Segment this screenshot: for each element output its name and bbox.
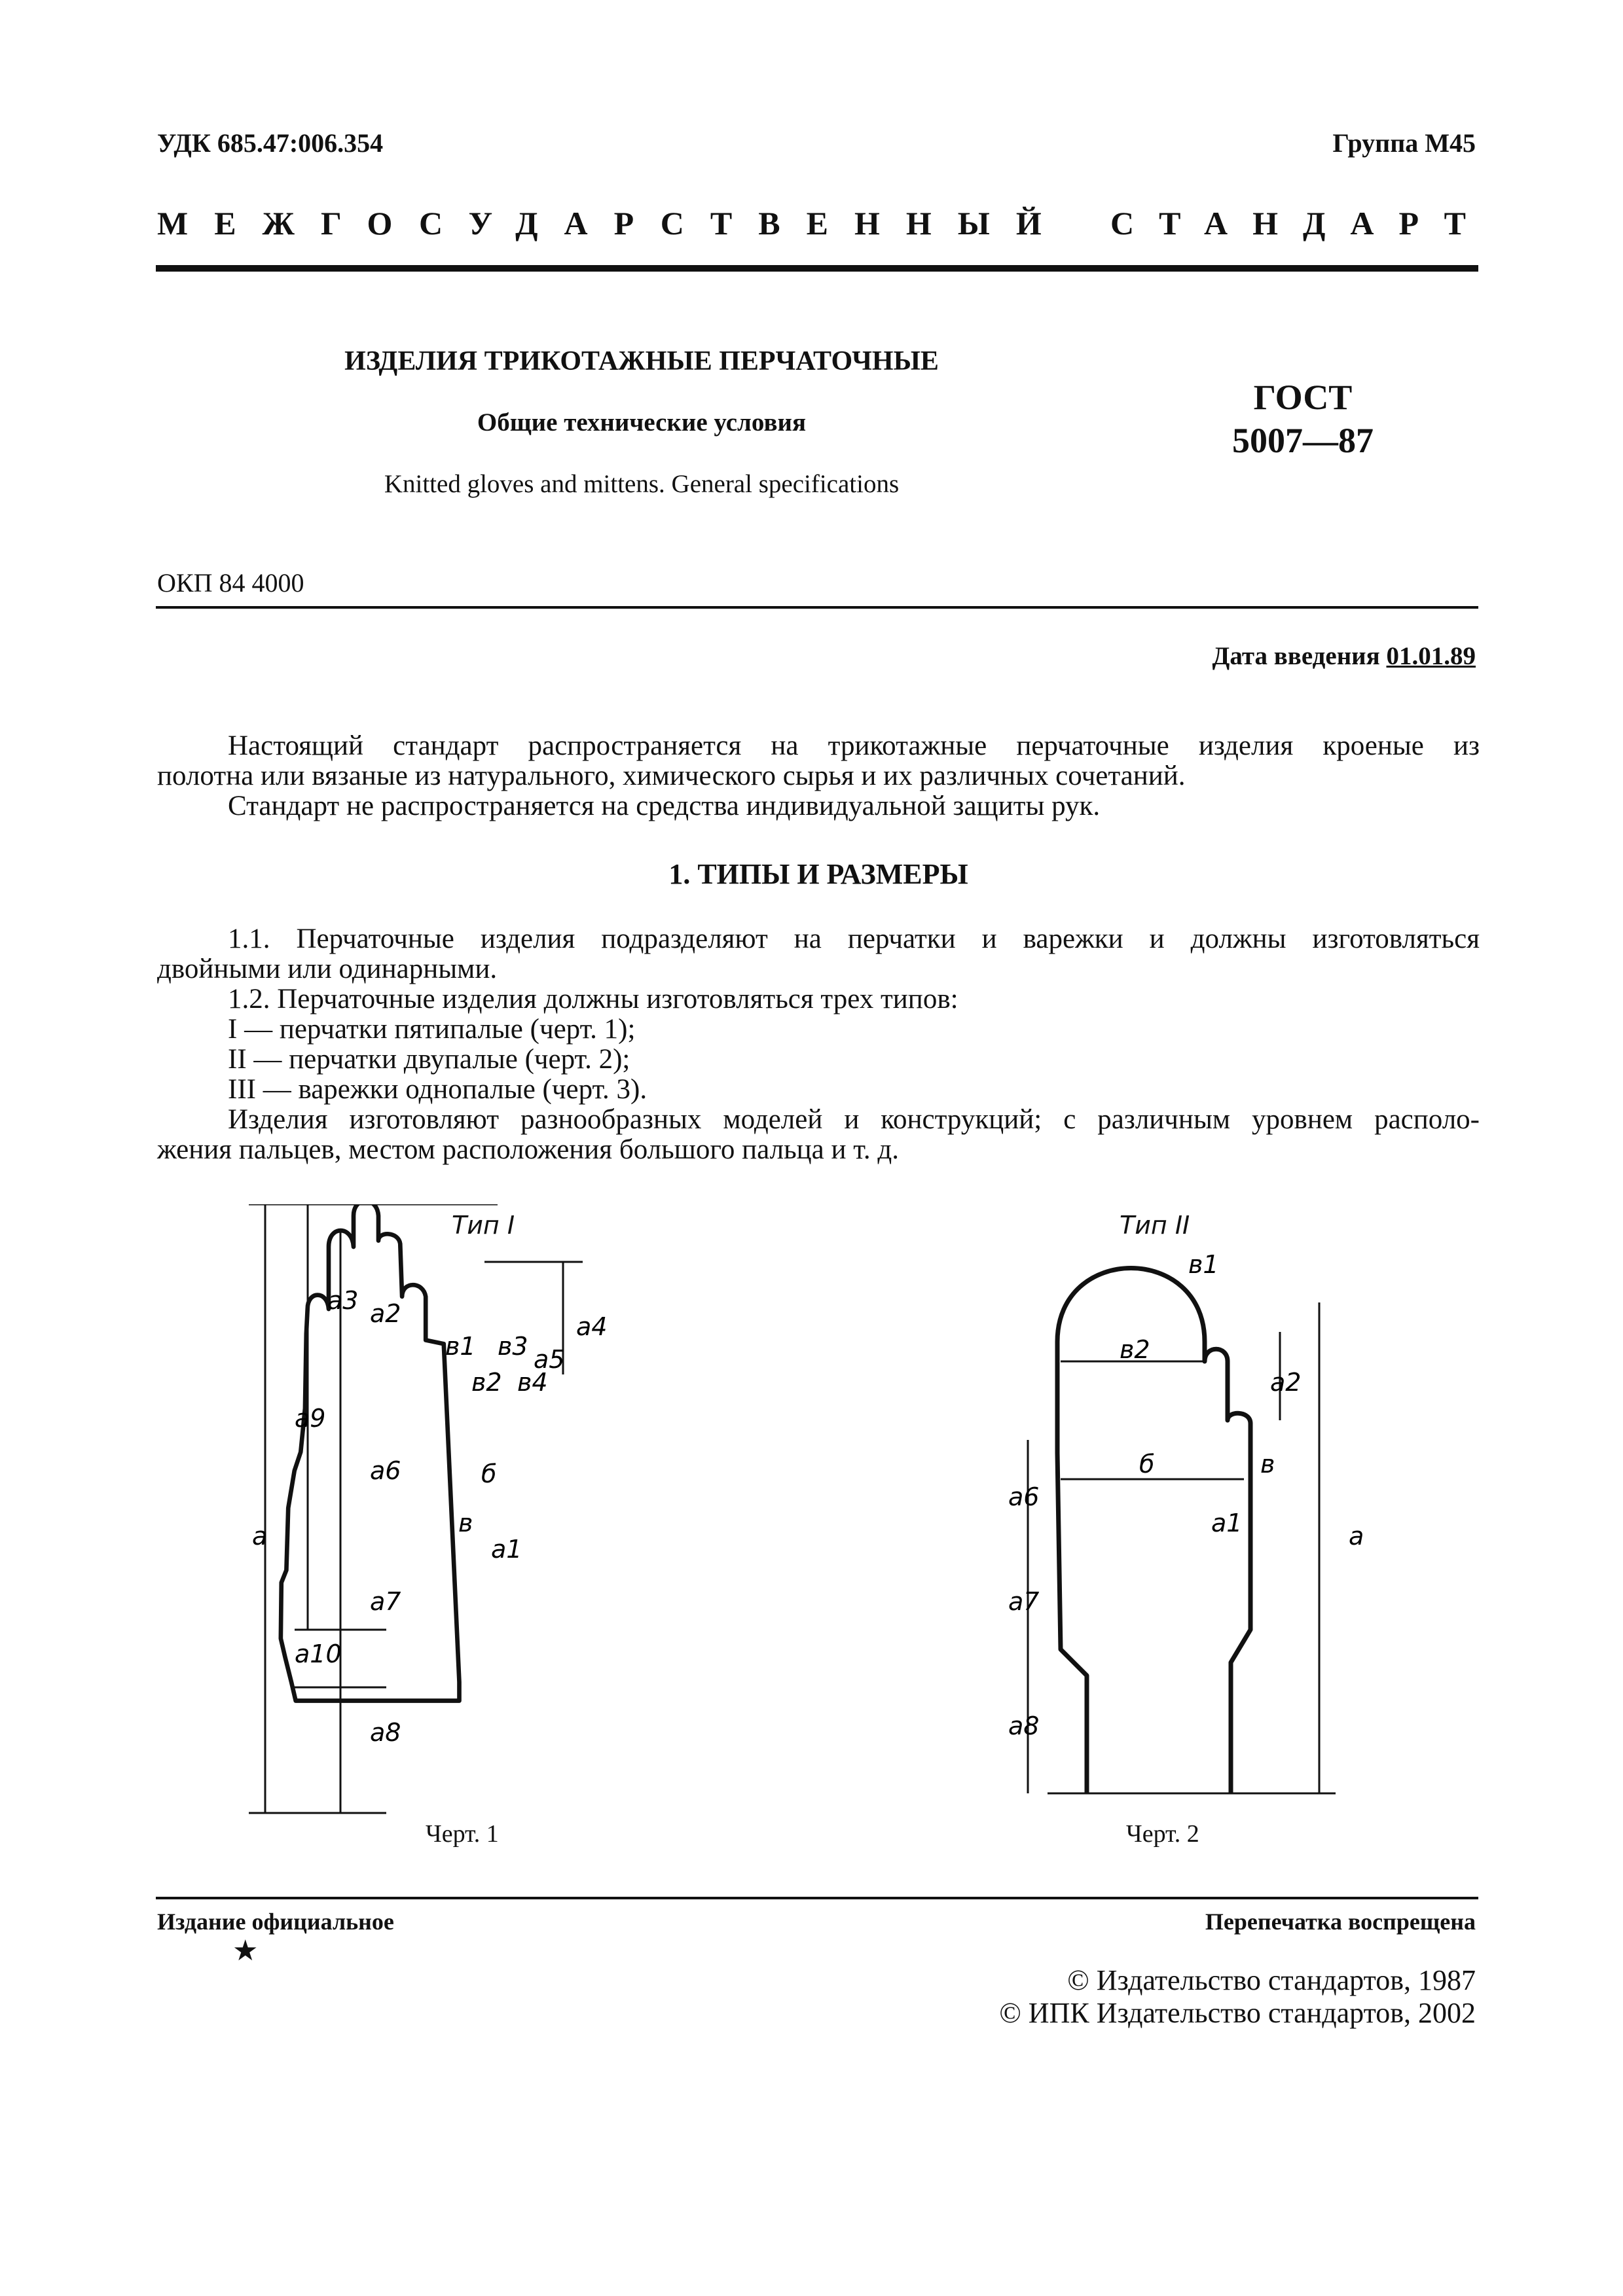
intro-date-label: Дата введения (1212, 642, 1380, 670)
paragraph-models-a: Изделия изготовляют разнообразных моделей и конструкций; с различным уровнем располо- (228, 1104, 1480, 1135)
dim-a9-label: a9 (295, 1404, 326, 1433)
dim-a6-label: a6 (370, 1456, 401, 1485)
dim-a-label: a (1349, 1522, 1364, 1551)
gost-number: 5007—87 (1232, 421, 1374, 460)
paragraph-1-2: 1.2. Перчаточные изделия должны изготовляться трех типов: (228, 984, 958, 1014)
dim-v2-label: в2 (1120, 1335, 1150, 1364)
title-english: Knitted gloves and mittens. General specifications (384, 470, 900, 498)
copyright-1987: © Издательство стандартов, 1987 (1067, 1964, 1476, 1996)
title-sub: Общие технические условия (477, 408, 807, 437)
udk-code: УДК 685.47:006.354 (157, 128, 384, 158)
figure-1-dimension-lines (249, 1204, 583, 1813)
intro-paragraph-2: Стандарт не распространяется на средства индивидуальной защиты рук. (228, 791, 1101, 821)
dim-a2-label: a2 (1270, 1368, 1302, 1397)
standard-word-1: МЕЖГОСУДАРСТВЕННЫЙ (157, 205, 1068, 242)
intro-date-value: 01.01.89 (1386, 642, 1476, 670)
paragraph-1-1a: 1.1. Перчаточные изделия подразделяют на перчатки и варежки и должны изготовляться (228, 924, 1480, 954)
footer-rule (156, 1897, 1478, 1899)
dim-a3-label: a3 (327, 1286, 359, 1315)
okp-rule (156, 606, 1478, 609)
dim-v-label: в (1260, 1450, 1275, 1479)
intro-paragraph-1a: Настоящий стандарт распространяется на трикотажные перчаточные изделия кроеные из (228, 730, 1480, 761)
intro-paragraph-1b: полотна или вязаные из натурального, химического сырья и их различных сочетаний. (157, 761, 1186, 791)
official-edition: Издание официальное (157, 1909, 394, 1935)
dim-a7-label: a7 (1008, 1587, 1040, 1616)
okp-code: ОКП 84 4000 (157, 568, 304, 598)
figure-2-mitten-drawing (969, 1204, 1440, 1820)
dim-a7-label: a7 (370, 1587, 401, 1616)
figure-2-caption: Черт. 2 (1126, 1820, 1199, 1848)
title-main: ИЗДЕЛИЯ ТРИКОТАЖНЫЕ ПЕРЧАТОЧНЫЕ (344, 346, 939, 376)
dim-b-label: б (1139, 1450, 1155, 1479)
dim-v1-label: в1 (1188, 1250, 1219, 1279)
header-thick-rule (156, 265, 1478, 272)
figure-1-caption: Черт. 1 (426, 1820, 499, 1848)
dim-a2-label: a2 (370, 1299, 401, 1328)
dim-a8-label: a8 (370, 1718, 401, 1747)
dim-a4-label: a4 (576, 1312, 608, 1341)
dim-a8-label: a8 (1008, 1712, 1040, 1740)
intro-date (1213, 641, 1476, 671)
figure-1-type-label: Тип I (452, 1211, 515, 1240)
star-mark: ★ (232, 1935, 259, 1967)
dim-b-label: б (481, 1460, 497, 1488)
standard-word-2: СТАНДАРТ (1110, 205, 1491, 242)
paragraph-models-b: жения пальцев, местом расположения большого пальца и т. д. (157, 1134, 899, 1165)
dim-v-label: в (458, 1509, 473, 1537)
type-3-item: III — варежки однопалые (черт. 3). (228, 1074, 647, 1105)
dim-a1-label: a1 (491, 1535, 522, 1564)
dim-a6-label: a6 (1008, 1482, 1040, 1511)
dim-v3-label: в3 (498, 1332, 528, 1361)
gost-label: ГОСТ (1253, 378, 1353, 417)
section-1-heading: 1. ТИПЫ И РАЗМЕРЫ (668, 858, 968, 890)
dim-a1-label: a1 (1211, 1509, 1243, 1537)
figure-2-type-label: Тип II (1120, 1211, 1190, 1240)
copyright-2002: © ИПК Издательство стандартов, 2002 (999, 1997, 1476, 2029)
group-code: Группа М45 (1332, 128, 1476, 158)
dim-a10-label: a10 (295, 1640, 342, 1668)
dim-a5-label: a5 (534, 1345, 565, 1374)
reprint-prohibited: Перепечатка воспрещена (1205, 1909, 1476, 1935)
dim-v1-label: в1 (445, 1332, 476, 1361)
dim-v4-label: в4 (517, 1368, 548, 1397)
dim-v2-label: в2 (471, 1368, 502, 1397)
dim-a-label: a (252, 1522, 268, 1551)
type-1-item: I — перчатки пятипалые (черт. 1); (228, 1014, 636, 1045)
figure-1-glove-drawing (236, 1204, 681, 1820)
type-2-item: II — перчатки двупалые (черт. 2); (228, 1044, 630, 1075)
paragraph-1-1b: двойными или одинарными. (157, 954, 498, 984)
